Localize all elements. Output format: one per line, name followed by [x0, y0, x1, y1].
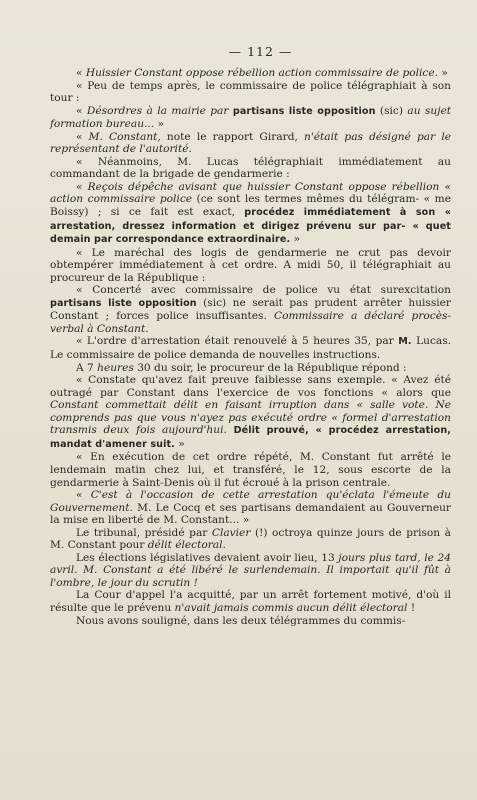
- bold-text: M.: [398, 336, 412, 348]
- text-run: 30 du soir, le procureur de la République répond :: [133, 361, 407, 374]
- text-run: Les élections législatives devaient avoir lieu, 13: [76, 551, 339, 564]
- text-run: « Peu de temps après, le commissaire de police télégraphiait à son tour :: [50, 79, 451, 105]
- text-run: «: [76, 130, 89, 143]
- paragraph: [50, 335, 451, 361]
- bold-text: procédez immédiatement à son « arrestation, dressez information et dirigez prévenu sur par- « quet demain par correspondance extraordinaire.: [50, 207, 451, 246]
- text-run: Le tribunal, présidé par: [76, 526, 212, 539]
- italic-text: n'avait jamais commis aucun délit électoral: [174, 601, 408, 614]
- paragraph: [50, 589, 451, 614]
- text-run: »: [438, 67, 448, 79]
- text-run: »: [174, 437, 185, 450]
- text-run: La Cour d'appel l'a acquitté, par un arrêt fortement motivé, d'où il résulte que le prévenu: [50, 589, 451, 614]
- italic-text: M. Constant,: [88, 130, 161, 143]
- text-run: !: [407, 601, 416, 614]
- text-run: « En exécution de cet ordre répété, M. Constant fut arrêté le lendemain matin chez lui, et transféré, le 12, sous escorte de la gendarmerie à Saint-Denis où il fut écroué à la prison centrale.: [50, 451, 451, 489]
- text-run: «: [76, 180, 88, 193]
- paragraph: [50, 615, 451, 628]
- text-run: « Le maréchal des logis de gendarmerie ne crut pas devoir obtempérer immédiatement à cet ordre. A midi 50, il télégraphiait au procureur de la République :: [50, 246, 451, 284]
- paragraph: [50, 552, 451, 590]
- bold-text: partisans liste opposition: [50, 297, 197, 309]
- text-run: (sic): [375, 104, 408, 117]
- paragraph: [50, 527, 451, 552]
- text-run: «: [76, 67, 86, 79]
- paragraph: [50, 67, 451, 80]
- paragraph: [50, 362, 451, 375]
- paragraph: [50, 284, 451, 335]
- italic-text: Huissier Constant oppose rébellion action commissaire de police.: [85, 67, 438, 79]
- text-run: « L'ordre d'arrestation était renouvelé à 5 heures 35, par: [76, 335, 399, 348]
- text-run: A 7: [76, 361, 98, 374]
- text-run: note le rapport Girard,: [160, 130, 305, 143]
- text-run: »: [290, 233, 301, 246]
- paragraph: [50, 156, 451, 181]
- italic-text: C'est à l'occasion de cette arrestation qu'éclata l'émeute du Gouvernement.: [50, 489, 451, 514]
- text-run: »: [154, 118, 164, 131]
- body-text: [50, 67, 451, 627]
- text-run: « Néanmoins, M. Lucas télégraphiait immédiatement au commandant de la brigade de gendarmerie :: [50, 155, 451, 181]
- text-run: (!) octroya quinze jours de prison à M. Constant pour: [50, 526, 451, 552]
- italic-text: Clavier: [211, 526, 251, 539]
- paragraph: [50, 247, 451, 285]
- bold-text: Délit prouvé, « procédez arrestation, mandat d'amener suit.: [50, 425, 452, 450]
- text-run: (ce sont les termes mêmes du télégram- « me Boissy) ; si ce fait est exact,: [50, 193, 451, 219]
- italic-text: au sujet formation bureau...: [50, 104, 452, 131]
- text-run: « Constate qu'avez fait preuve faiblesse sans exemple. « Avez été outragé par Constant dans l'exercice de vos fonctions « alors que: [50, 374, 451, 399]
- paragraph: [50, 181, 451, 247]
- text-run: M. Le Cocq et ses partisans demandaient au Gouverneur la mise en liberté de M. Constant... »: [50, 501, 451, 527]
- italic-text: heures: [97, 361, 134, 374]
- italic-text: Constant commettait délit en faisant irruption dans « salle vote. Ne comprends pas que vous n'ayez pas exécuté ordre « formel d'arrestation transmis deux fois aujourd'hui.: [50, 399, 451, 437]
- paragraph: [50, 80, 451, 105]
- paragraph: [50, 105, 451, 131]
- italic-text: n'était pas désigné par le représentant de l'autorité.: [50, 130, 451, 156]
- text-run: [227, 424, 234, 436]
- text-run: «: [76, 104, 87, 117]
- text-run: «: [76, 489, 91, 502]
- text-run: Lucas. Le commissaire de police demanda de nouvelles instructions.: [50, 335, 451, 362]
- italic-text: Désordres à la mairie par: [86, 104, 233, 117]
- italic-text: jours plus tard, le 24 avril. M. Constant a été libéré le surlendemain. Il importait qu'il fût à l'ombre, le jour du scrutin !: [50, 551, 451, 589]
- paragraph: [50, 374, 451, 451]
- paragraph: [50, 131, 451, 156]
- text-run: (sic) ne serait pas prudent arrêter huissier Constant ; forces police insuffisantes.: [50, 296, 451, 323]
- italic-text: délit électoral.: [147, 539, 226, 552]
- bold-text: partisans liste opposition: [232, 105, 376, 117]
- text-run: Nous avons souligné, dans les deux télégrammes du commis-: [76, 614, 406, 627]
- text-run: « Concerté avec commissaire de police vu état surexcitation: [76, 284, 451, 297]
- paragraph: [50, 451, 451, 489]
- paragraph: [50, 489, 451, 527]
- italic-text: Reçois dépêche avisant que huissier Constant oppose rébellion « action commissaire police: [50, 180, 451, 206]
- italic-text: Commissaire a déclaré procès-verbal à Constant.: [50, 310, 451, 335]
- page-number: — 112 —: [228, 44, 293, 59]
